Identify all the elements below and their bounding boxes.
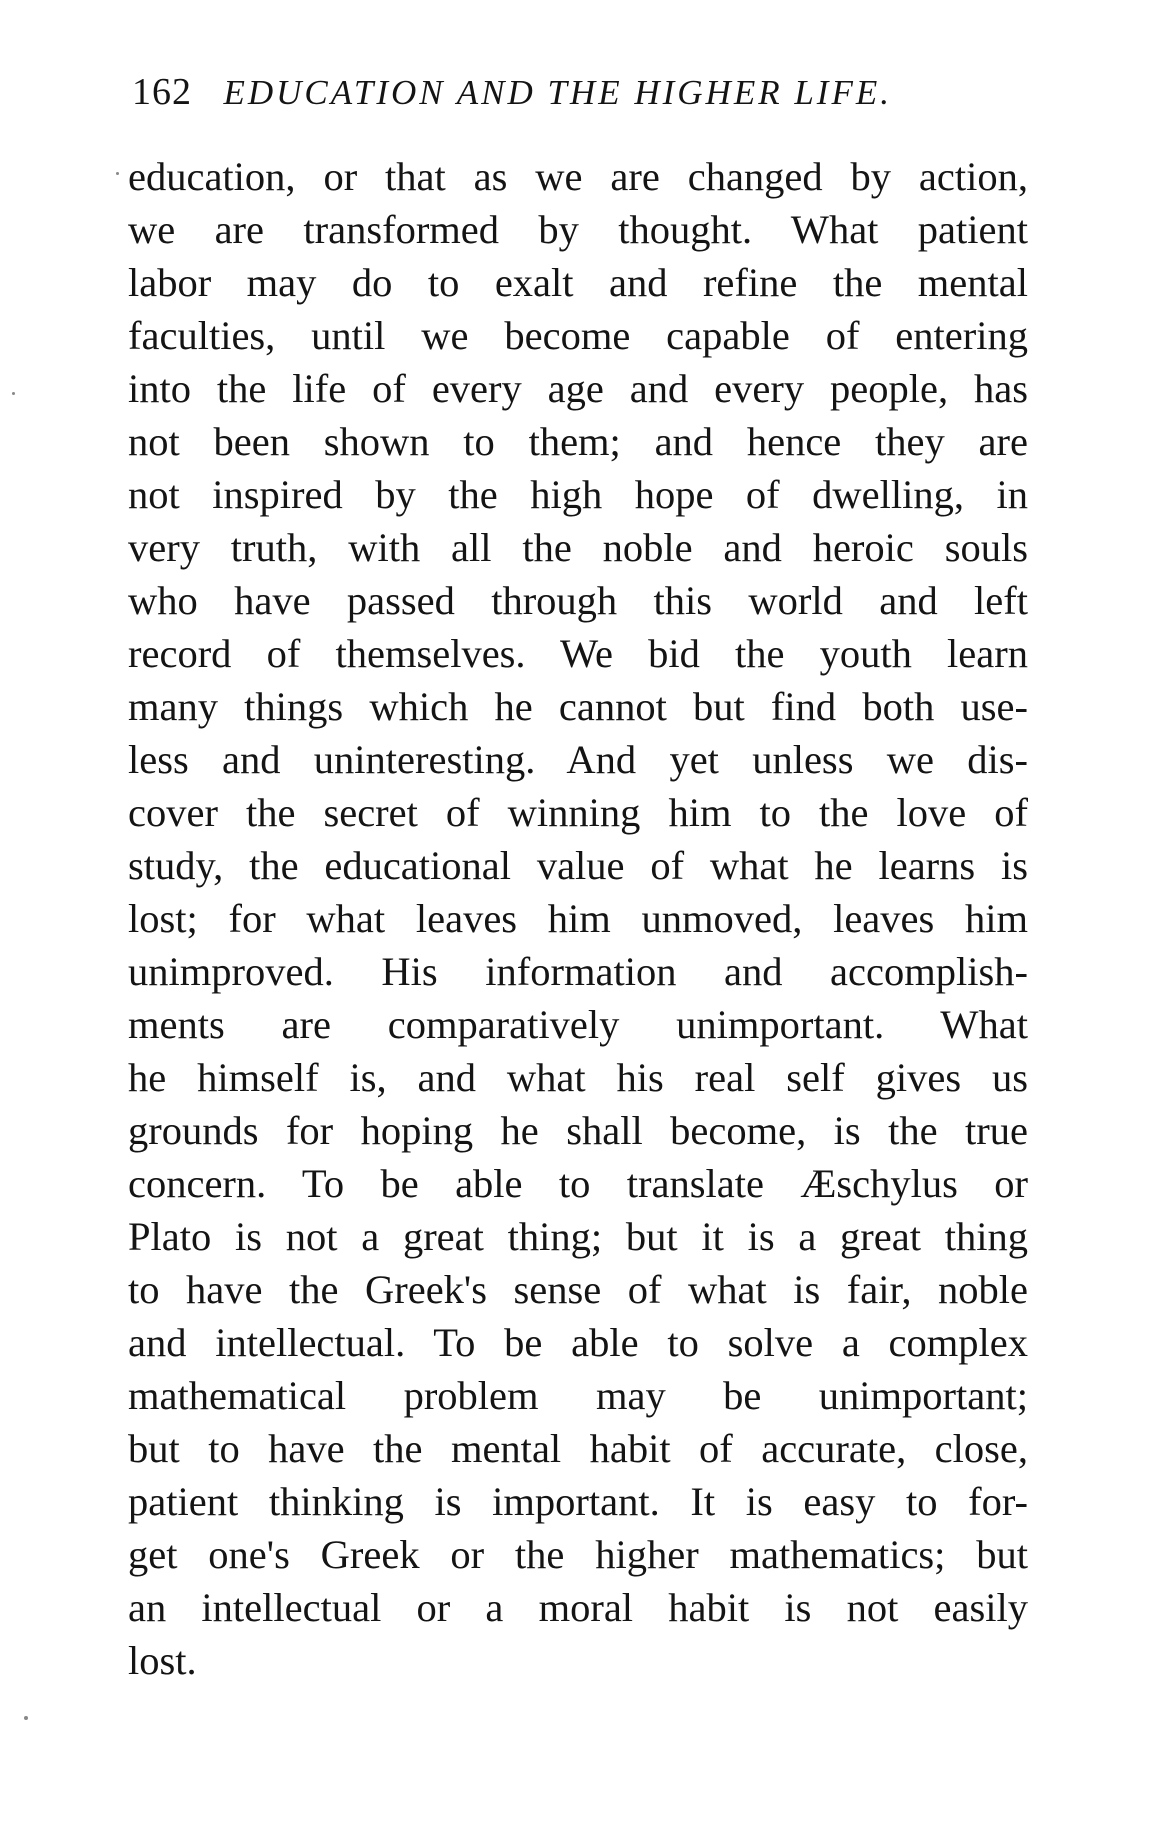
text-line: faculties, until we become capable of entering	[128, 313, 1028, 358]
body-text	[128, 150, 1028, 1687]
text-line: very truth, with all the noble and heroic souls	[128, 525, 1028, 570]
text-line: not been shown to them; and hence they are	[128, 419, 1028, 464]
text-line: Plato is not a great thing; but it is a great thing	[128, 1214, 1028, 1259]
text-line: education, or that as we are changed by action,	[128, 154, 1028, 199]
text-line: not inspired by the high hope of dwelling, in	[128, 472, 1028, 517]
text-line: cover the secret of winning him to the love of	[128, 790, 1028, 835]
text-line: unimproved. His information and accomplish-	[128, 949, 1028, 994]
text-line: he himself is, and what his real self gives us	[128, 1055, 1028, 1100]
text-line: an intellectual or a moral habit is not easily	[128, 1585, 1028, 1630]
text-line: less and uninteresting. And yet unless we dis-	[128, 737, 1028, 782]
scan-speck	[24, 1716, 28, 1720]
text-line: grounds for hoping he shall become, is the true	[128, 1108, 1028, 1153]
text-line: mathematical problem may be unimportant;	[128, 1373, 1028, 1418]
running-title: EDUCATION AND THE HIGHER LIFE.	[223, 73, 892, 112]
scan-speck	[12, 392, 15, 395]
text-line: record of themselves. We bid the youth learn	[128, 631, 1028, 676]
text-line: to have the Greek's sense of what is fair, noble	[128, 1267, 1028, 1312]
text-line: into the life of every age and every people, has	[128, 366, 1028, 411]
text-line-final: lost.	[128, 1638, 197, 1683]
text-line: labor may do to exalt and refine the mental	[128, 260, 1028, 305]
text-line: who have passed through this world and left	[128, 578, 1028, 623]
text-line: ments are comparatively unimportant. What	[128, 1002, 1028, 1047]
text-line: patient thinking is important. It is easy to for-	[128, 1479, 1028, 1524]
running-head	[132, 68, 1032, 116]
text-line: get one's Greek or the higher mathematics; but	[128, 1532, 1028, 1577]
text-line: concern. To be able to translate Æschylus or	[128, 1161, 1028, 1206]
text-line: lost; for what leaves him unmoved, leaves him	[128, 896, 1028, 941]
scan-speck	[116, 172, 119, 175]
text-line: and intellectual. To be able to solve a complex	[128, 1320, 1028, 1365]
text-line: study, the educational value of what he learns is	[128, 843, 1028, 888]
text-line: many things which he cannot but find both use-	[128, 684, 1028, 729]
text-line: we are transformed by thought. What patient	[128, 207, 1028, 252]
page-number: 162	[132, 71, 192, 113]
text-line: but to have the mental habit of accurate, close,	[128, 1426, 1028, 1471]
